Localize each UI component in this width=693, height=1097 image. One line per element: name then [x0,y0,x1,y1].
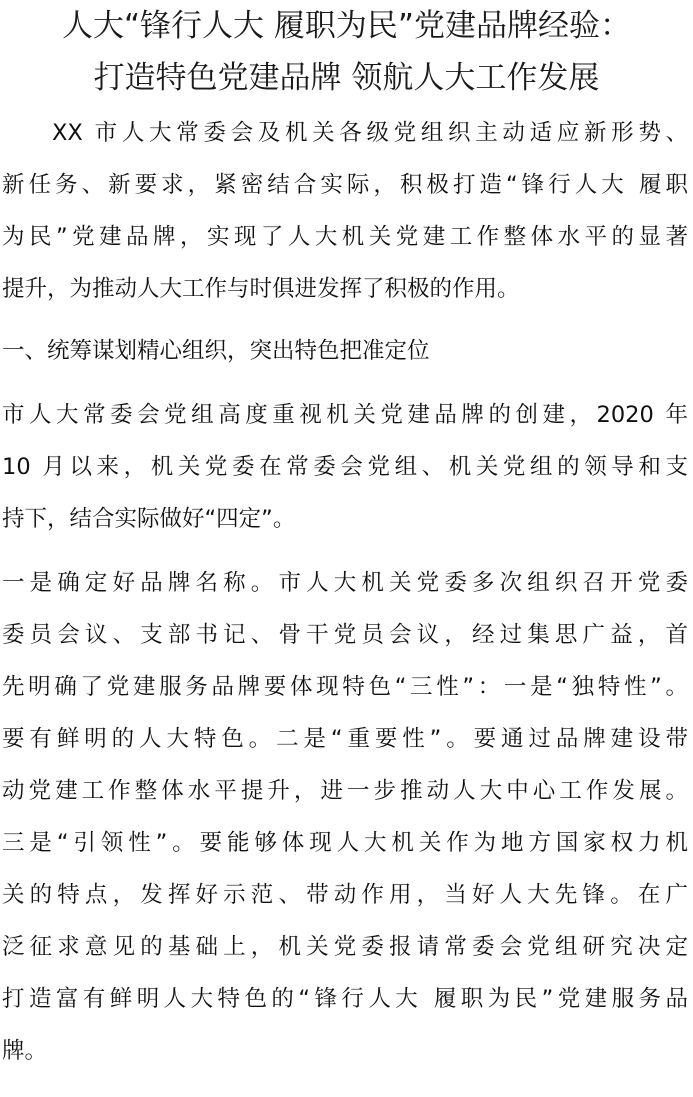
paragraph-3-line-9: 打造富有鲜明人大特色的“锋行人大 履职为民”党建服务品 [2,986,688,1012]
paragraph-3-line-4: 要有鲜明的人大特色。二是“重要性”。要通过品牌建设带 [2,726,688,752]
paragraph-1-line-2: 新任务、新要求，紧密结合实际，积极打造“锋行人大 履职 [2,172,688,198]
paragraph-2-line-2: 10 月以来，机关党委在常委会党组、机关党组的领导和支 [2,454,688,480]
paragraph-3-line-7: 关的特点，发挥好示范、带动作用，当好人大先锋。在广 [2,882,688,908]
document-title-line-2: 打造特色党建品牌 领航人大工作发展 [93,60,600,96]
paragraph-3-line-2: 委员会议、支部书记、骨干党员会议，经过集思广益，首 [2,622,688,648]
paragraph-1-line-1: XX 市人大常委会及机关各级党组织主动适应新形势、 [52,120,688,146]
paragraph-3-line-6: 三是“引领性”。要能够体现人大机关作为地方国家权力机 [2,830,688,856]
paragraph-3-line-10: 牌。 [2,1038,48,1064]
paragraph-3-line-8: 泛征求意见的基础上，机关党委报请常委会党组研究决定 [2,934,688,960]
paragraph-3-line-3: 先明确了党建服务品牌要体现特色“三性”：一是“独特性”。 [2,674,688,700]
paragraph-2-line-1: 市人大常委会党组高度重视机关党建品牌的创建，2020 年 [2,402,688,428]
paragraph-3-line-1: 一是确定好品牌名称。市人大机关党委多次组织召开党委 [2,570,688,596]
paragraph-2-line-3: 持下，结合实际做好“四定”。 [2,506,296,532]
paragraph-3-line-5: 动党建工作整体水平提升，进一步推动人大中心工作发展。 [2,778,688,804]
paragraph-1-line-3: 为民”党建品牌，实现了人大机关党建工作整体水平的显著 [2,224,688,250]
paragraph-1-line-4: 提升，为推动人大工作与时俱进发挥了积极的作用。 [2,276,520,302]
section-heading-1: 一、统筹谋划精心组织，突出特色把准定位 [2,338,430,364]
document-title-line-1: 人大“锋行人大 履职为民”党建品牌经验： [62,8,631,44]
